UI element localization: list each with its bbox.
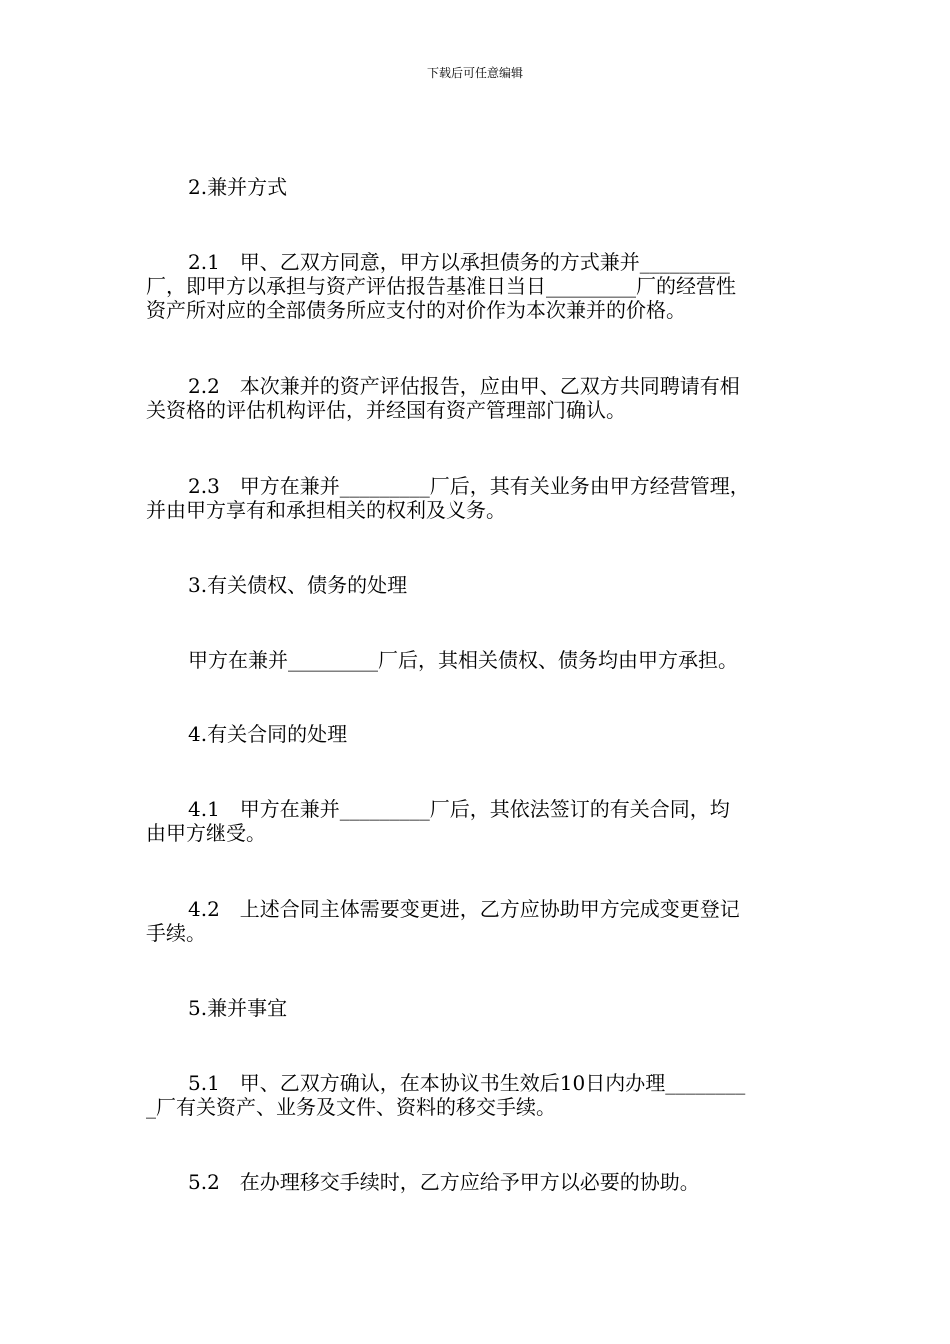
text-line: 2.兼并方式 xyxy=(188,175,288,199)
text-line: 由甲方继受。 xyxy=(146,821,266,845)
text-line: 厂，即甲方以承担与资产评估报告基准日当日_________厂的经营性 xyxy=(146,274,736,298)
text-line: 5.2 在办理移交手续时，乙方应给予甲方以必要的协助。 xyxy=(188,1170,700,1194)
section-heading-contracts xyxy=(146,722,816,746)
text-line: 甲方在兼并_________厂后，其相关债权、债务均由甲方承担。 xyxy=(188,648,738,672)
text-line: 并由甲方享有和承担相关的权利及义务。 xyxy=(146,498,506,522)
text-line: 3.有关债权、债务的处理 xyxy=(188,573,408,597)
text-line: 4.1 甲方在兼并_________厂后，其依法签订的有关合同，均 xyxy=(188,797,730,821)
clause-2-3 xyxy=(146,474,816,522)
text-line: 2.3 甲方在兼并_________厂后，其有关业务由甲方经营管理， xyxy=(188,474,750,498)
text-line: 资产所对应的全部债务所应支付的对价作为本次兼并的价格。 xyxy=(146,298,686,322)
clause-claims-debts xyxy=(146,648,816,672)
clause-4-1 xyxy=(146,797,816,845)
page-header: 下载后可任意编辑 xyxy=(426,66,523,80)
clause-4-2 xyxy=(146,897,816,945)
section-heading-merger-matters xyxy=(146,996,816,1020)
clause-5-1 xyxy=(146,1071,816,1119)
text-line: 关资格的评估机构评估，并经国有资产管理部门确认。 xyxy=(146,398,626,422)
clause-5-2 xyxy=(146,1170,816,1194)
section-heading-merger-method xyxy=(146,175,816,199)
clause-2-1 xyxy=(146,250,816,322)
clause-2-2 xyxy=(146,374,816,422)
text-line: 2.2 本次兼并的资产评估报告，应由甲、乙双方共同聘请有相 xyxy=(188,374,740,398)
text-line: 5.兼并事宜 xyxy=(188,996,288,1020)
text-line: 2.1 甲、乙双方同意，甲方以承担债务的方式兼并_________ xyxy=(188,250,730,274)
section-heading-claims-debts xyxy=(146,573,816,597)
text-line: _厂有关资产、业务及文件、资料的移交手续。 xyxy=(146,1095,556,1119)
text-line: 手续。 xyxy=(146,921,206,945)
text-line: 5.1 甲、乙双方确认，在本协议书生效后10日内办理________ xyxy=(188,1071,746,1095)
text-line: 4.有关合同的处理 xyxy=(188,722,348,746)
text-line: 4.2 上述合同主体需要变更进，乙方应协助甲方完成变更登记 xyxy=(188,897,740,921)
